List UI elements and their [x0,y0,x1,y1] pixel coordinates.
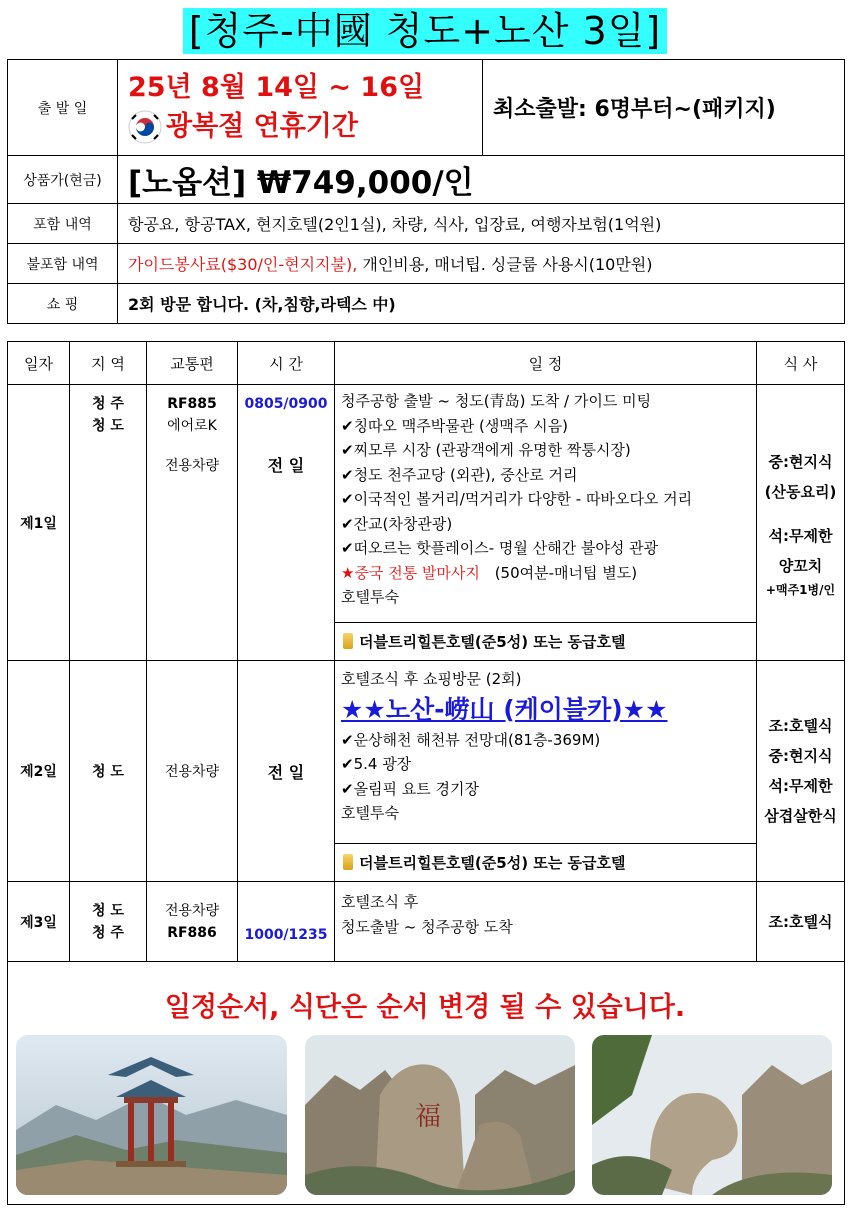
day2-meals [757,661,845,882]
day2-transport: 전용차량 [147,661,238,882]
day1-hotel-name: 더블트리힐튼호텔(준5성) 또는 동급호텔 [359,633,626,651]
day3-item: 호텔조식 후 [341,893,419,911]
day1-meals [757,385,845,661]
day1-meal-dinner-note: 양꼬치 [778,556,823,575]
day3-itinerary [335,882,757,962]
header-transport: 교통편 [147,342,238,385]
day2-item: 호텔투숙 [341,804,399,822]
departure-cell [118,60,483,156]
header-time: 시 간 [238,342,335,385]
exclude-label: 불포함 내역 [8,244,118,284]
include-label: 포함 내역 [8,204,118,244]
day1-flight-time: 0805/0900 [244,396,328,412]
day3-time: 1000/1235 [238,882,335,962]
day3-meal-breakfast: 조:호텔식 [757,882,845,962]
day2-meal-lunch: 중:현지식 [768,747,833,765]
day2-meal-dinner: 석:무제한 [768,777,833,795]
day3-bus: 전용차량 [164,902,220,919]
day2-row [8,661,845,844]
day1-massage-note: (50여분-매너팁 별도) [494,563,638,582]
holiday-text: 광복절 연휴기간 [166,110,358,142]
min-departure: 최소출발: 6명부터~(패키지) [483,60,845,156]
day1-flight: RF885 [167,396,217,412]
day1-item: ✔잔교(차창관광) [341,514,453,533]
day1-hotel [335,623,757,661]
day3-region-1: 청 도 [92,902,124,919]
price-label: 상품가(현금) [8,156,118,204]
holiday-line [128,107,482,147]
rock-fu-photo [305,1035,575,1195]
header-day: 일자 [8,342,70,385]
hotel-icon [343,633,353,649]
schedule-header [8,342,845,385]
day2-highlight: ★★노산-崂山 (케이블카)★★ [341,694,668,724]
day1-regions [70,385,147,661]
day1-meal-lunch: 중:현지식 [768,452,833,471]
day1-meal-dinner: 석:무제한 [768,526,833,545]
price-value: [노옵션] ₩749,000/인 [118,156,845,204]
day1-time [238,385,335,661]
info-table [7,59,845,324]
day1-time-note: 전 일 [267,456,305,475]
header-region: 지 역 [70,342,147,385]
svg-text:福: 福 [415,1102,442,1132]
day2-hotel-name: 더블트리힐튼호텔(준5성) 또는 동급호텔 [359,854,626,872]
day1-item: ✔이국적인 볼거리/먹거리가 다양한 - 따바오다오 거리 [341,490,693,508]
day3-label: 제3일 [8,882,70,962]
day1-item: ✔칭따오 맥주박물관 (생맥주 시음) [341,416,568,435]
day2-meal-breakfast: 조:호텔식 [768,717,833,735]
day2-item: ✔5.4 광장 [341,755,412,773]
header-meal: 식 사 [757,342,845,385]
day2-itinerary [335,661,757,844]
day1-transport [147,385,238,661]
day1-item: ✔떠오르는 핫플레이스- 명월 산해간 불야성 관광 [341,539,659,557]
day1-item: ✔청도 천주교당 (외관), 중산로 거리 [341,465,578,484]
shopping-label: 쇼 핑 [8,284,118,324]
day2-first: 호텔조식 후 쇼핑방문 (2회) [341,670,522,688]
exclude-rest: 개인비용, 매너팁. 싱글룸 사용시(10만원) [362,255,653,274]
day2-time-note: 전 일 [238,661,335,882]
header-itinerary: 일 정 [335,342,757,385]
day2-item: ✔운상해천 해천뷰 전망대(81층-369M) [341,730,601,749]
day2-item: ✔올림픽 요트 경기장 [341,779,480,798]
day1-airline: 에어로K [167,418,217,434]
day1-label: 제1일 [8,385,70,661]
exclude-guide-fee: 가이드봉사료($30/인-현지지불), [128,255,358,274]
day1-massage [335,561,756,586]
day2-label: 제2일 [8,661,70,882]
title-wrap [0,8,850,54]
day3-region-2: 청 주 [92,924,124,941]
page-title: [청주-中國 청도+노산 3일] [183,8,668,54]
day1-region-2: 청 도 [92,418,124,434]
departure-label: 출 발 일 [8,60,118,156]
day1-item: ✔찌모루 시장 (관광객에게 유명한 짝퉁시장) [341,441,631,459]
day2-region: 청 도 [70,661,147,882]
day1-meal-lunch-note: (산동요리) [764,482,837,501]
day3-row [8,882,845,962]
notice-text: 일정순서, 식단은 순서 변경 될 수 있습니다. [164,992,686,1023]
day1-massage-title: ★중국 전통 발마사지 [341,563,480,582]
day3-transport [147,882,238,962]
shopping-value: 2회 방문 합니다. (차,침향,라텍스 中) [118,284,845,324]
departure-dates: 25년 8월 14일 ~ 16일 [128,71,425,103]
day2-hotel [335,844,757,882]
day2-meal-dinner-note: 삼겹살한식 [764,807,837,825]
day1-row [8,385,845,623]
pavilion-photo [16,1035,287,1195]
hotel-icon [343,854,353,870]
day1-item: 청주공항 출발 ~ 청도(青岛) 도착 / 가이드 미팅 [341,392,652,410]
day1-bus: 전용차량 [164,458,220,474]
day3-flight: RF886 [167,924,217,941]
korea-flag-icon [128,110,162,144]
rock-formation-photo [592,1035,832,1195]
day1-region-1: 청 주 [92,396,124,412]
exclude-value [118,244,845,284]
day1-meal-beer: +맥주1병/인 [765,582,836,597]
include-value: 항공요, 항공TAX, 현지호텔(2인1실), 차량, 식사, 입장료, 여행자보험(1억원) [118,204,845,244]
day1-itinerary [335,385,757,623]
day1-item: 호텔투숙 [341,588,399,606]
day3-regions [70,882,147,962]
day3-item: 청도출발 ~ 청주공항 도착 [341,917,513,936]
